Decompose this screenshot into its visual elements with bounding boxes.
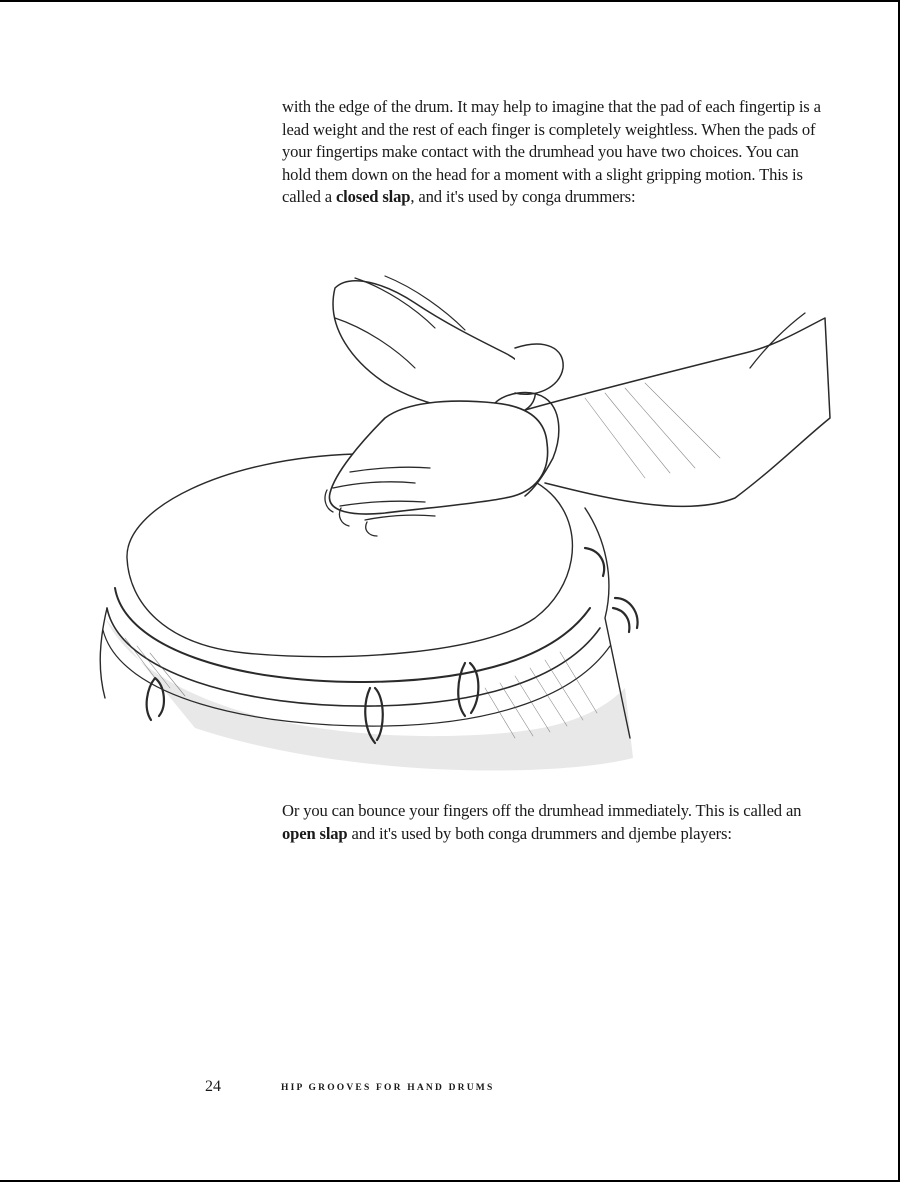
paragraph-text: and it's used by both conga drummers and djembe players: bbox=[347, 823, 732, 843]
paragraph-closed-slap bbox=[282, 96, 830, 209]
tuning-lug bbox=[613, 598, 638, 632]
back-hand bbox=[333, 281, 535, 413]
paragraph-open-slap bbox=[282, 800, 830, 845]
paragraph-text: with the edge of the drum. It may help to imagine that the pad of each fingertip is a lead weight and the rest of each finger is completely weightless. When the pads of your fingertips make contact with the drumhead you have two choices. You can hold them down on the head for a moment with a slight gripping motion. This is called a bbox=[282, 97, 821, 207]
tuning-lug bbox=[147, 678, 164, 720]
tuning-lug bbox=[585, 548, 604, 576]
forearm bbox=[525, 318, 830, 506]
running-head: HIP GROOVES FOR HAND DRUMS bbox=[281, 1083, 495, 1093]
term-open-slap: open slap bbox=[282, 823, 348, 843]
drum-side-left bbox=[100, 608, 107, 698]
page-number: 24 bbox=[205, 1078, 221, 1095]
term-closed-slap: closed slap bbox=[335, 187, 411, 207]
paragraph-text: , and it's used by conga drummers: bbox=[410, 187, 636, 207]
thumb bbox=[515, 344, 563, 394]
paragraph-text: Or you can bounce your fingers off the drumhead immediately. This is called an bbox=[282, 801, 802, 820]
closed-slap-illustration bbox=[85, 258, 840, 778]
page-edge-top bbox=[0, 0, 900, 2]
tuning-lug bbox=[458, 663, 478, 716]
